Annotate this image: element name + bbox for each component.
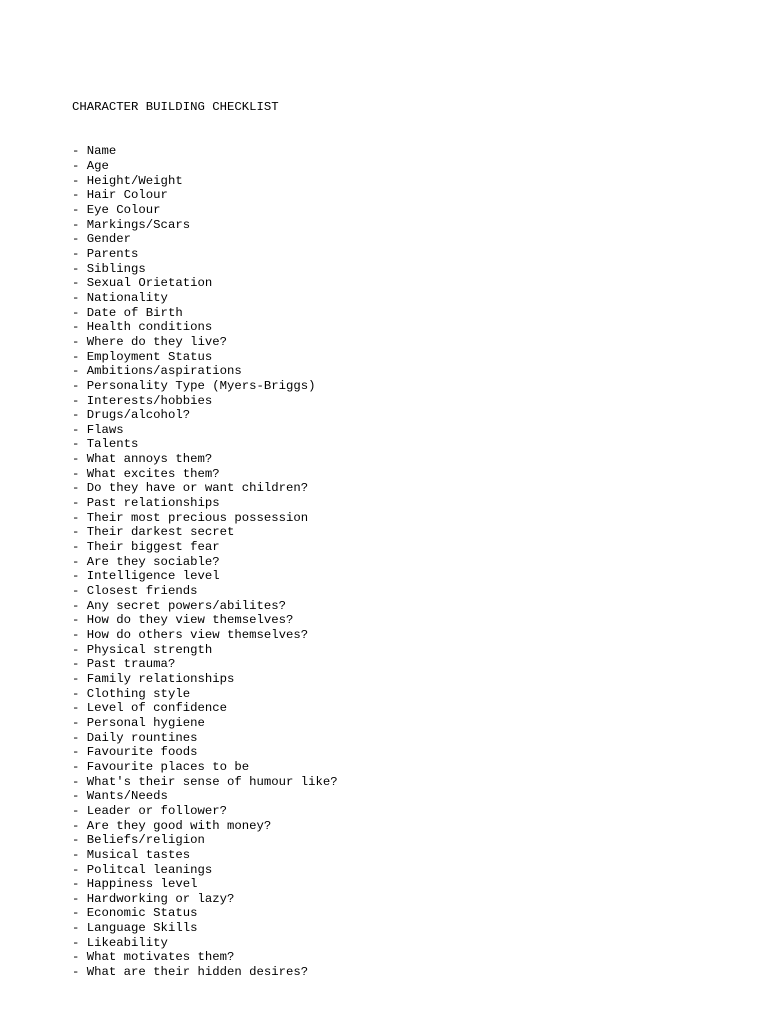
checklist-item	[72, 906, 732, 921]
bullet-dash: -	[72, 701, 87, 716]
bullet-dash: -	[72, 320, 87, 335]
bullet-dash: -	[72, 525, 87, 540]
bullet-dash: -	[72, 657, 87, 672]
checklist-item	[72, 745, 732, 760]
bullet-dash: -	[72, 950, 87, 965]
checklist-item-label: What are their hidden desires?	[86, 965, 309, 980]
bullet-dash: -	[72, 774, 87, 789]
checklist-item	[72, 716, 732, 731]
bullet-dash: -	[72, 686, 87, 701]
checklist-item	[72, 423, 732, 438]
checklist-item	[72, 452, 732, 467]
checklist-item-label: Nationality	[86, 290, 168, 305]
checklist-item-label: Siblings	[86, 261, 146, 276]
bullet-dash: -	[72, 906, 87, 921]
checklist-item	[72, 247, 732, 262]
checklist-item	[72, 496, 732, 511]
checklist-item-label: What annoys them?	[86, 452, 213, 467]
checklist-item	[72, 833, 732, 848]
bullet-dash: -	[72, 862, 87, 877]
bullet-dash: -	[72, 481, 87, 496]
checklist-item	[72, 232, 732, 247]
checklist	[72, 144, 732, 979]
checklist-item-label: Flaws	[86, 422, 124, 437]
checklist-item-label: Name	[86, 144, 117, 159]
checklist-item-label: Personality Type (Myers-Briggs)	[86, 378, 316, 393]
checklist-item-label: Their biggest fear	[86, 540, 220, 555]
bullet-dash: -	[72, 202, 87, 217]
checklist-item	[72, 701, 732, 716]
bullet-dash: -	[72, 364, 87, 379]
checklist-item	[72, 481, 732, 496]
checklist-item-label: Their most precious possession	[86, 510, 309, 525]
checklist-item-label: Physical strength	[86, 642, 213, 657]
checklist-item-label: What motivates them?	[86, 950, 235, 965]
checklist-item	[72, 613, 732, 628]
checklist-item-label: Intelligence level	[86, 569, 220, 584]
checklist-item-label: Happiness level	[86, 877, 198, 892]
checklist-item	[72, 804, 732, 819]
bullet-dash: -	[72, 261, 87, 276]
checklist-item-label: What's their sense of humour like?	[86, 774, 338, 789]
checklist-item-label: Are they sociable?	[86, 554, 220, 569]
bullet-dash: -	[72, 334, 87, 349]
bullet-dash: -	[72, 759, 87, 774]
checklist-item-label: Likeability	[86, 935, 168, 950]
checklist-item	[72, 950, 732, 965]
checklist-item	[72, 848, 732, 863]
checklist-item	[72, 643, 732, 658]
bullet-dash: -	[72, 276, 87, 291]
checklist-item	[72, 892, 732, 907]
bullet-dash: -	[72, 730, 87, 745]
bullet-dash: -	[72, 598, 87, 613]
checklist-item-label: Interests/hobbies	[86, 393, 213, 408]
bullet-dash: -	[72, 628, 87, 642]
checklist-item-label: Economic Status	[86, 906, 198, 921]
bullet-dash: -	[72, 803, 87, 818]
checklist-item-label: Past relationships	[86, 496, 220, 511]
checklist-item	[72, 394, 732, 409]
checklist-item	[72, 584, 732, 599]
checklist-item-label: Where do they live?	[86, 334, 227, 349]
checklist-item-label: Leader or follower?	[86, 803, 227, 818]
checklist-item-label: Beliefs/religion	[86, 833, 205, 848]
bullet-dash: -	[72, 847, 87, 862]
bullet-dash: -	[72, 715, 87, 730]
bullet-dash: -	[72, 584, 87, 599]
bullet-dash: -	[72, 891, 87, 906]
checklist-item-label: Favourite places to be	[86, 759, 250, 774]
checklist-item-label: Clothing style	[86, 686, 191, 701]
checklist-item	[72, 291, 732, 306]
bullet-dash: -	[72, 422, 87, 437]
bullet-dash: -	[72, 144, 87, 159]
checklist-item-label: Sexual Orietation	[86, 276, 213, 291]
checklist-item-label: Favourite foods	[86, 745, 198, 760]
checklist-item	[72, 159, 732, 174]
checklist-item	[72, 863, 732, 878]
bullet-dash: -	[72, 217, 87, 232]
checklist-item-label: Employment Status	[86, 349, 213, 364]
checklist-item	[72, 731, 732, 746]
bullet-dash: -	[72, 613, 87, 628]
checklist-item	[72, 437, 732, 452]
checklist-item	[72, 335, 732, 350]
bullet-dash: -	[72, 540, 87, 555]
checklist-item-label: Age	[86, 159, 109, 173]
bullet-dash: -	[72, 921, 87, 936]
checklist-item-label: Ambitions/aspirations	[86, 364, 242, 379]
checklist-item-label: Personal hygiene	[86, 715, 205, 730]
checklist-item	[72, 511, 732, 526]
checklist-item	[72, 672, 732, 687]
bullet-dash: -	[72, 789, 87, 804]
checklist-item-label: Hair Colour	[86, 188, 168, 203]
bullet-dash: -	[72, 466, 87, 481]
checklist-item	[72, 599, 732, 614]
checklist-item	[72, 203, 732, 218]
checklist-item	[72, 569, 732, 584]
checklist-item	[72, 760, 732, 775]
document-title: CHARACTER BUILDING CHECKLIST	[72, 100, 279, 115]
checklist-item	[72, 408, 732, 423]
checklist-item-label: Health conditions	[86, 320, 213, 335]
checklist-item-label: How do they view themselves?	[86, 613, 294, 628]
checklist-item	[72, 188, 732, 203]
bullet-dash: -	[72, 452, 87, 467]
checklist-item-label: Musical tastes	[86, 847, 191, 862]
checklist-item	[72, 525, 732, 540]
checklist-item	[72, 628, 732, 643]
bullet-dash: -	[72, 378, 87, 393]
checklist-item-label: Drugs/alcohol?	[86, 408, 191, 423]
checklist-item-label: Level of confidence	[86, 701, 227, 716]
bullet-dash: -	[72, 569, 87, 584]
checklist-item	[72, 262, 732, 277]
bullet-dash: -	[72, 188, 87, 203]
checklist-item-label: Height/Weight	[86, 173, 183, 188]
checklist-item-label: Gender	[86, 232, 132, 247]
checklist-item	[72, 687, 732, 702]
bullet-dash: -	[72, 833, 87, 848]
bullet-dash: -	[72, 246, 87, 261]
bullet-dash: -	[72, 159, 87, 173]
checklist-item-label: How do others view themselves?	[86, 628, 309, 642]
checklist-item	[72, 276, 732, 291]
bullet-dash: -	[72, 818, 87, 833]
checklist-item-label: What excites them?	[86, 466, 220, 481]
checklist-item	[72, 467, 732, 482]
checklist-item-label: Their darkest secret	[86, 525, 235, 540]
checklist-item-label: Closest friends	[86, 584, 198, 599]
bullet-dash: -	[72, 935, 87, 950]
bullet-dash: -	[72, 671, 87, 686]
checklist-item	[72, 144, 732, 159]
checklist-item	[72, 819, 732, 834]
bullet-dash: -	[72, 965, 87, 980]
bullet-dash: -	[72, 745, 87, 760]
checklist-item-label: Language Skills	[86, 921, 198, 936]
checklist-item	[72, 877, 732, 892]
checklist-item	[72, 320, 732, 335]
bullet-dash: -	[72, 554, 87, 569]
bullet-dash: -	[72, 393, 87, 408]
checklist-item-label: Markings/Scars	[86, 217, 191, 232]
checklist-item-label: Date of Birth	[86, 305, 183, 320]
checklist-item-label: Wants/Needs	[86, 789, 168, 804]
checklist-item-label: Any secret powers/abilites?	[86, 598, 287, 613]
checklist-item-label: Eye Colour	[86, 202, 161, 217]
checklist-item	[72, 364, 732, 379]
bullet-dash: -	[72, 349, 87, 364]
checklist-item	[72, 936, 732, 951]
bullet-dash: -	[72, 305, 87, 320]
checklist-item	[72, 306, 732, 321]
checklist-item	[72, 218, 732, 233]
checklist-item	[72, 174, 732, 189]
bullet-dash: -	[72, 510, 87, 525]
bullet-dash: -	[72, 408, 87, 423]
checklist-item-label: Politcal leanings	[86, 862, 213, 877]
checklist-item	[72, 379, 732, 394]
checklist-item-label: Parents	[86, 246, 139, 261]
bullet-dash: -	[72, 173, 87, 188]
checklist-item-label: Are they good with money?	[86, 818, 272, 833]
document-page	[72, 71, 732, 994]
checklist-item	[72, 775, 732, 790]
bullet-dash: -	[72, 232, 87, 247]
bullet-dash: -	[72, 290, 87, 305]
checklist-item	[72, 540, 732, 555]
checklist-item-label: Talents	[86, 437, 139, 452]
bullet-dash: -	[72, 437, 87, 452]
checklist-item	[72, 350, 732, 365]
bullet-dash: -	[72, 642, 87, 657]
checklist-item	[72, 789, 732, 804]
bullet-dash: -	[72, 877, 87, 892]
checklist-item	[72, 921, 732, 936]
bullet-dash: -	[72, 496, 87, 511]
checklist-item	[72, 965, 732, 980]
checklist-item-label: Do they have or want children?	[86, 481, 309, 496]
checklist-item	[72, 657, 732, 672]
checklist-item	[72, 555, 732, 570]
checklist-item-label: Daily rountines	[86, 730, 198, 745]
checklist-item-label: Past trauma?	[86, 657, 176, 672]
checklist-item-label: Family relationships	[86, 671, 235, 686]
checklist-item-label: Hardworking or lazy?	[86, 891, 235, 906]
